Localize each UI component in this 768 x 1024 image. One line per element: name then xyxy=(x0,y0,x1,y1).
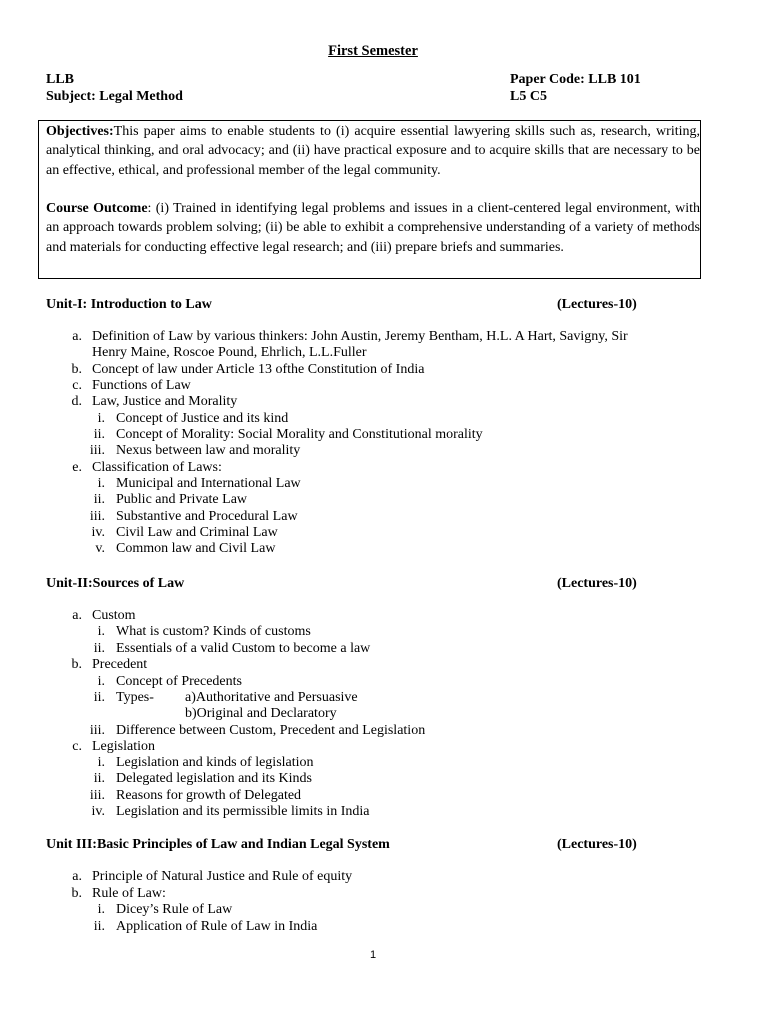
sub-item: Nexus between law and morality xyxy=(116,443,301,458)
credits: L5 C5 xyxy=(510,89,547,104)
sub-marker: ii. xyxy=(93,492,105,507)
sub-item: Types- xyxy=(116,690,154,705)
program-name: LLB xyxy=(46,72,75,87)
type-item: b)Original and Declaratory xyxy=(185,706,337,721)
paper-code: Paper Code: LLB 101 xyxy=(510,72,641,87)
list-item: Precedent xyxy=(92,657,148,672)
sub-item: Dicey’s Rule of Law xyxy=(116,902,233,917)
sub-marker: ii. xyxy=(93,641,105,656)
sub-marker: iii. xyxy=(89,788,105,803)
sub-marker: iii. xyxy=(89,443,105,458)
sub-item: Concept of Precedents xyxy=(116,674,242,689)
list-marker: a. xyxy=(72,869,82,884)
sub-marker: i. xyxy=(97,624,105,639)
sub-marker: ii. xyxy=(93,427,105,442)
sub-item: Delegated legislation and its Kinds xyxy=(116,771,312,786)
sub-marker: i. xyxy=(97,755,105,770)
page-number: 1 xyxy=(369,949,377,961)
sub-marker: i. xyxy=(97,674,105,689)
sub-item: Concept of Justice and its kind xyxy=(116,411,289,426)
sub-marker: iii. xyxy=(89,723,105,738)
list-marker: b. xyxy=(71,886,82,901)
list-item: Law, Justice and Morality xyxy=(92,394,238,409)
list-marker: a. xyxy=(72,608,82,623)
list-item: Functions of Law xyxy=(92,378,191,393)
list-item: Concept of law under Article 13 ofthe Constitution of India xyxy=(92,362,425,377)
sub-item: Municipal and International Law xyxy=(116,476,301,491)
subject: Subject: Legal Method xyxy=(46,89,183,104)
list-marker: c. xyxy=(72,378,82,393)
list-marker: b. xyxy=(71,657,82,672)
list-item: Rule of Law: xyxy=(92,886,166,901)
objectives-label: Objectives: xyxy=(46,124,114,139)
unit-2-lectures: (Lectures-10) xyxy=(557,576,637,591)
sub-marker: iv. xyxy=(91,804,105,819)
sub-marker: ii. xyxy=(93,919,105,934)
sub-item: Legislation and kinds of legislation xyxy=(116,755,314,770)
sub-item: What is custom? Kinds of customs xyxy=(116,624,311,639)
type-item: a)Authoritative and Persuasive xyxy=(185,690,358,705)
objectives-text: This paper aims to enable students to (i) acquire essential lawyering skills such as, research, writing, analytical thinking, and oral advocacy; and (ii) have practical exposure and to acquire skills that are necessary to be an effective, ethical, and professional member of the legal community. xyxy=(46,124,700,178)
sub-item: Public and Private Law xyxy=(116,492,248,507)
sub-item: Common law and Civil Law xyxy=(116,541,276,556)
sub-marker: i. xyxy=(97,476,105,491)
list-item: Definition of Law by various thinkers: John Austin, Jeremy Bentham, H.L. A Hart, Savigny, Sir xyxy=(92,329,628,344)
sub-marker: i. xyxy=(97,411,105,426)
semester-title: First Semester xyxy=(328,43,418,59)
list-marker: b. xyxy=(71,362,82,377)
list-item-continuation: Henry Maine, Roscoe Pound, Ehrlich, L.L.Fuller xyxy=(92,345,367,360)
list-marker: a. xyxy=(72,329,82,344)
sub-item: Legislation and its permissible limits in India xyxy=(116,804,370,819)
sub-marker: ii. xyxy=(93,771,105,786)
sub-marker: ii. xyxy=(93,690,105,705)
list-marker: d. xyxy=(71,394,82,409)
unit-3-title: Unit III:Basic Principles of Law and Indian Legal System xyxy=(46,837,390,852)
unit-2-title: Unit-II:Sources of Law xyxy=(46,576,185,591)
sub-item: Concept of Morality: Social Morality and Constitutional morality xyxy=(116,427,483,442)
sub-item: Reasons for growth of Delegated xyxy=(116,788,302,803)
sub-item: Civil Law and Criminal Law xyxy=(116,525,278,540)
list-item: Custom xyxy=(92,608,136,623)
sub-marker: i. xyxy=(97,902,105,917)
unit-1-title: Unit-I: Introduction to Law xyxy=(46,297,212,312)
sub-item: Difference between Custom, Precedent and Legislation xyxy=(116,723,426,738)
outcome-label: Course Outcome xyxy=(46,201,148,216)
objectives-paragraph xyxy=(46,122,700,180)
sub-item: Application of Rule of Law in India xyxy=(116,919,318,934)
list-marker: c. xyxy=(72,739,82,754)
list-item: Principle of Natural Justice and Rule of equity xyxy=(92,869,353,884)
sub-marker: v. xyxy=(95,541,105,556)
unit-3-lectures: (Lectures-10) xyxy=(557,837,637,852)
outcome-paragraph xyxy=(46,199,700,257)
sub-item: Essentials of a valid Custom to become a law xyxy=(116,641,371,656)
sub-item: Substantive and Procedural Law xyxy=(116,509,298,524)
sub-marker: iv. xyxy=(91,525,105,540)
outcome-text: : (i) Trained in identifying legal problems and issues in a client-centered legal environment, with an approach towards problem solving; (ii) be able to exhibit a comprehensive understanding of a variety of methods and materials for conducting effective legal research; and (iii) prepare briefs and summaries. xyxy=(46,201,701,255)
list-item: Legislation xyxy=(92,739,155,754)
list-marker: e. xyxy=(72,460,82,475)
list-item: Classification of Laws: xyxy=(92,460,222,475)
sub-marker: iii. xyxy=(89,509,105,524)
unit-1-lectures: (Lectures-10) xyxy=(557,297,637,312)
